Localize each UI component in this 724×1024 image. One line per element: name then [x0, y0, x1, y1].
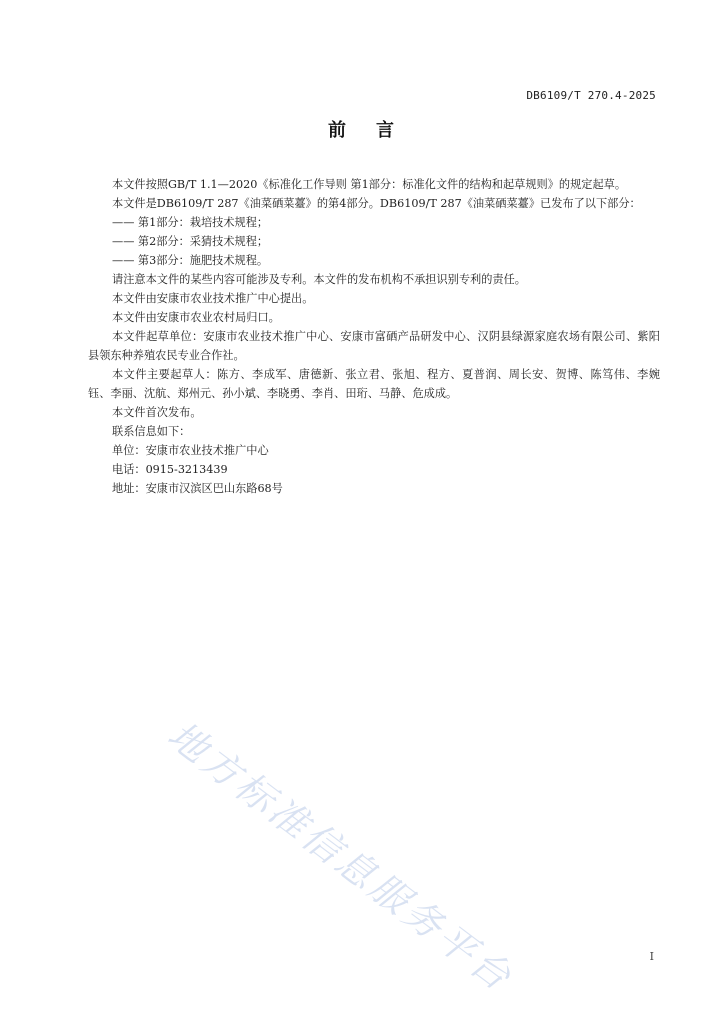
- title-char-2: 言: [376, 120, 396, 141]
- title-char-1: 前: [328, 120, 348, 141]
- list-item-part-3: —— 第3部分：施肥技术规程。: [112, 254, 269, 267]
- paragraph-contact-heading: 联系信息如下：: [112, 425, 191, 438]
- list-item-part-1: —— 第1部分：栽培技术规程；: [112, 216, 269, 229]
- paragraph-parts-intro: 本文件是DB6109/T 287《油菜硒菜薹》的第4部分。DB6109/T 287《油菜硒菜薹》已发布了以下部分：: [112, 197, 641, 210]
- page-number: I: [649, 950, 654, 963]
- foreword-body: [88, 175, 660, 498]
- contact-phone: 电话：0915-3213439: [112, 463, 228, 476]
- watermark-text: 地方标准信息服务平台: [159, 712, 522, 1001]
- paragraph-patent-notice: 请注意本文件的某些内容可能涉及专利。本文件的发布机构不承担识别专利的责任。: [112, 273, 526, 286]
- page-title: [0, 116, 724, 142]
- paragraph-standard-basis: 本文件按照GB/T 1.1—2020《标准化工作导则 第1部分：标准化文件的结构和起草规则》的规定起草。: [112, 178, 627, 191]
- paragraph-first-release: 本文件首次发布。: [112, 406, 202, 419]
- contact-address: 地址：安康市汉滨区巴山东路68号: [112, 482, 283, 495]
- paragraph-drafters: 本文件主要起草人：陈方、李成军、唐德新、张立君、张旭、程方、夏普润、周长安、贺博、陈笃伟、李婉钰、李丽、沈航、郑州元、孙小斌、李晓勇、李肖、田珩、马静、危成成。: [88, 368, 660, 400]
- list-item-part-2: —— 第2部分：采猜技术规程；: [112, 235, 269, 248]
- paragraph-centralized: 本文件由安康市农业农村局归口。: [112, 311, 280, 324]
- paragraph-proposer: 本文件由安康市农业技术推广中心提出。: [112, 292, 314, 305]
- paragraph-drafting-units: 本文件起草单位：安康市农业技术推广中心、安康市富硒产品研发中心、汉阴县绿源家庭农场有限公司、紫阳县领东种养殖农民专业合作社。: [88, 330, 660, 362]
- contact-unit: 单位：安康市农业技术推广中心: [112, 444, 269, 457]
- document-number: DB6109/T 270.4-2025: [526, 89, 656, 102]
